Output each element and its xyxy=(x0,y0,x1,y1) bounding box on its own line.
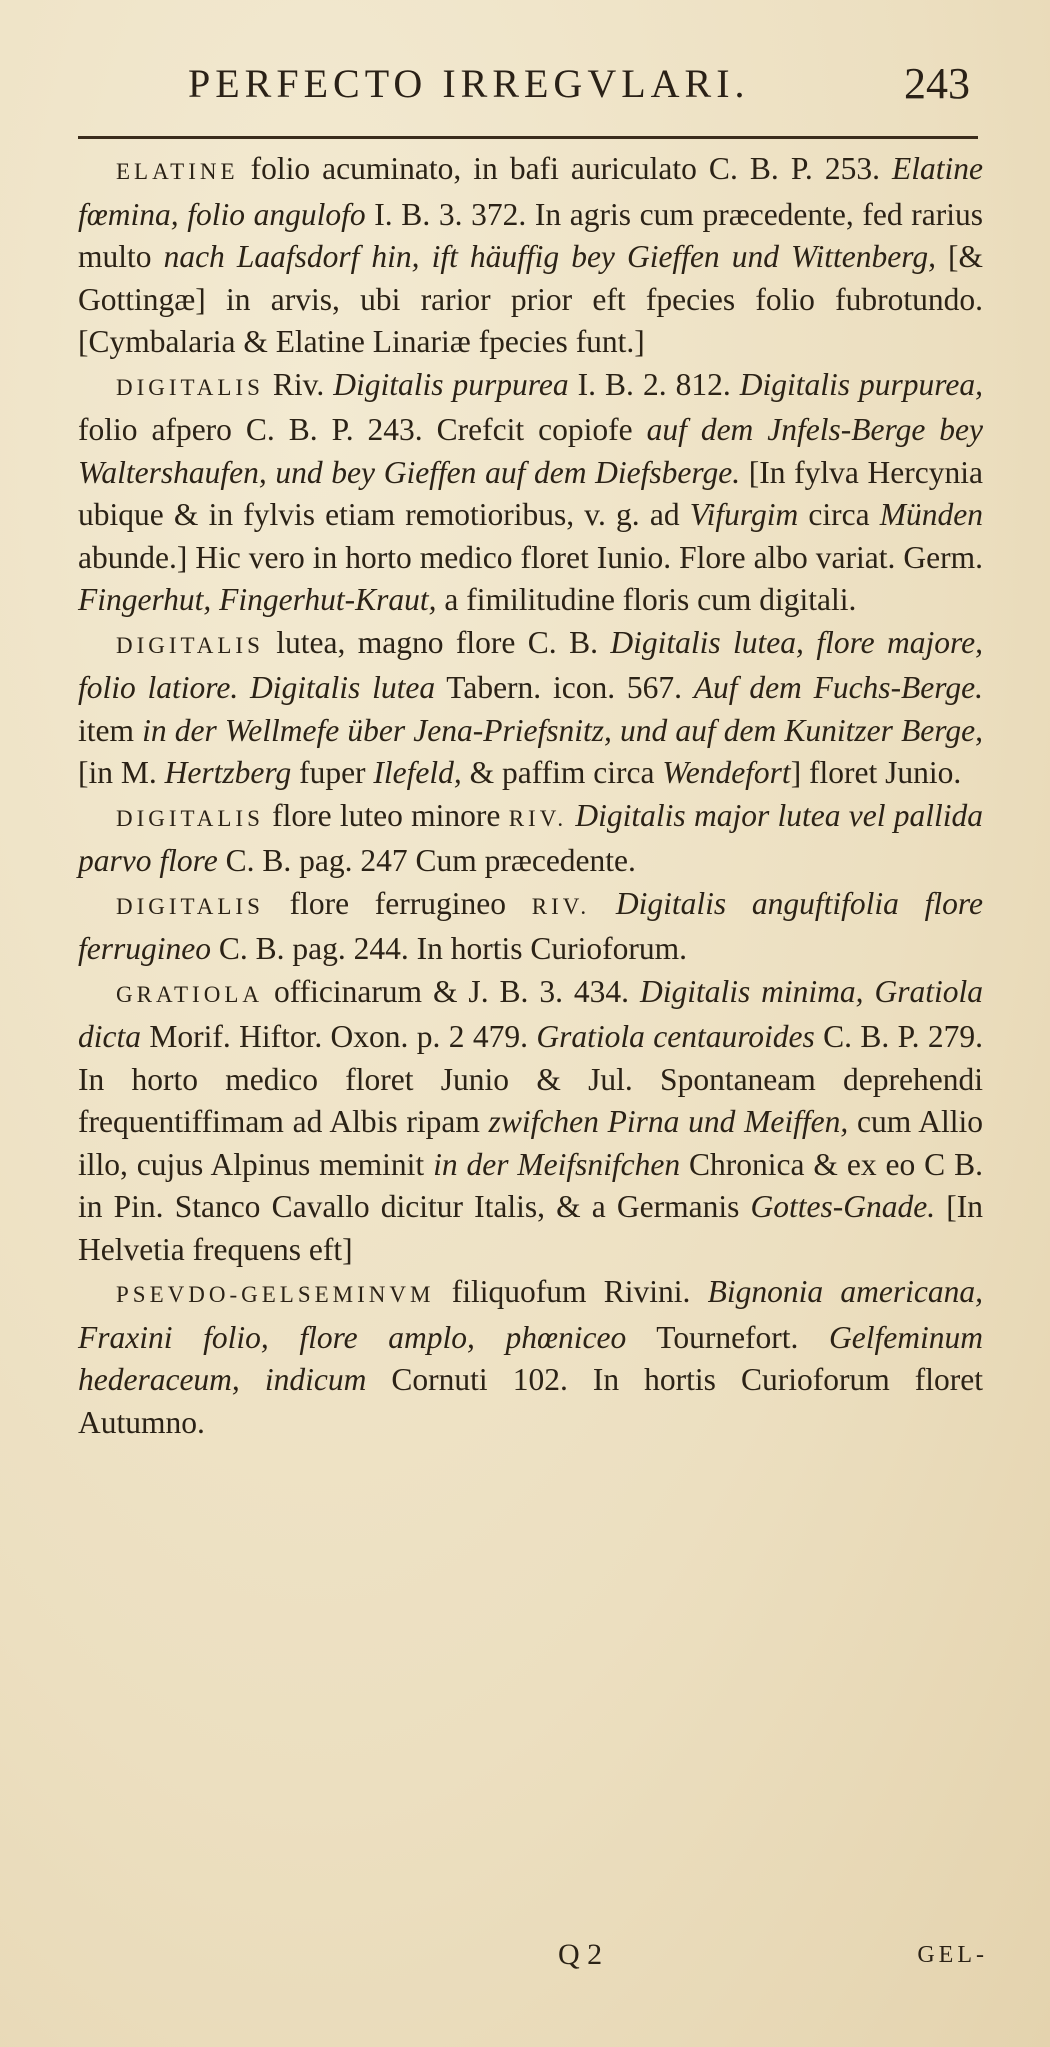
italic-text: Auf dem Fuchs-Berge. xyxy=(693,670,983,705)
roman-text: flore luteo minore xyxy=(263,797,509,833)
entry-lemma: PSEVDO-GELSEMINVM xyxy=(116,1282,435,1307)
entry-lemma: DIGITALIS xyxy=(116,805,264,831)
roman-text: [In fylva Hercynia ubique & in fylvis etiam remotioribus, v. g. ad xyxy=(78,454,983,532)
italic-text: nach Laafsdorf hin, ift häuffig bey Gieffen und Wittenberg, xyxy=(163,239,936,274)
roman-text: circa xyxy=(798,497,880,532)
roman-text: Tabern. icon. 567. xyxy=(435,670,694,705)
italic-text: in der Wellmefe über Jena-Priefsnitz, und auf dem Kunitzer Berge, xyxy=(142,712,983,748)
italic-text: Digitalis purpurea, xyxy=(739,366,983,402)
italic-text: Gratiola centauroides xyxy=(536,1019,815,1054)
roman-text: flore ferrugineo xyxy=(263,885,532,921)
entry-paragraph xyxy=(78,795,983,883)
page-number: 243 xyxy=(904,59,970,108)
roman-text: Chronica & ex eo C B. in Pin. Stanco Cavallo dicitur Italis, & a Germanis xyxy=(78,1146,983,1224)
entry-lemma: DIGITALIS xyxy=(116,374,264,400)
roman-text: folio acuminato, in bafi auriculato C. B. P. 253. xyxy=(238,151,893,186)
body-text xyxy=(78,148,983,1444)
book-page xyxy=(78,58,988,1971)
roman-text: fuper xyxy=(291,755,374,790)
signature-mark: Q 2 xyxy=(558,1938,603,1971)
roman-text: Riv. xyxy=(263,366,334,402)
italic-text: Vifurgim xyxy=(689,497,799,532)
roman-text: Morif. Hiftor. Oxon. p. 2 479. xyxy=(141,1019,537,1054)
roman-text: a fimilitudine floris cum digitali. xyxy=(436,582,857,617)
roman-text: Cornuti 102. In hortis Curioforum floret Autumno. xyxy=(78,1362,983,1440)
roman-text: lutea, magno flore C. B. xyxy=(263,624,611,660)
italic-text: Digitalis anguftifolia flore ferrugineo xyxy=(78,885,983,966)
entry-lemma: DIGITALIS xyxy=(116,632,264,658)
roman-text: item xyxy=(78,712,143,748)
italic-text: Münden xyxy=(879,497,984,532)
italic-text: Digitalis major lutea vel pallida parvo flore xyxy=(78,797,984,878)
roman-text: abunde.] Hic vero in horto medico floret Iunio. Flore albo variat. Germ. xyxy=(78,539,983,575)
entry-paragraph xyxy=(78,883,983,971)
roman-text: [in M. xyxy=(78,755,165,790)
page-footer xyxy=(78,1938,988,1988)
italic-text: zwifchen Pirna und Meiffen, xyxy=(488,1104,849,1139)
italic-text: Digitalis purpurea xyxy=(333,366,569,402)
roman-text: RIV. xyxy=(531,893,591,919)
italic-text: Hertzberg xyxy=(164,755,292,790)
roman-text: officinarum & J. B. 3. 434. xyxy=(263,973,640,1009)
italic-text: in der Meifsnifchen xyxy=(433,1146,681,1182)
roman-text: filiquofum Rivini. xyxy=(434,1274,708,1309)
roman-text xyxy=(590,886,616,921)
entry-lemma: ELATINE xyxy=(116,159,239,184)
entry-paragraph xyxy=(78,1271,983,1444)
italic-text: auf dem Jnfels-Berge bey Waltershaufen, und bey Gieffen auf dem Diefsberge. xyxy=(78,412,983,490)
roman-text: cum Allio illo, cujus Alpinus meminit xyxy=(78,1104,984,1182)
italic-text: Gottes-Gnade. xyxy=(750,1189,936,1224)
entry-lemma: GRATIOLA xyxy=(116,981,263,1007)
page-header xyxy=(78,58,988,128)
roman-text: I. B. 2. 812. xyxy=(568,366,740,402)
italic-text: Wendefort xyxy=(662,755,791,790)
running-title: PERFECTO IRREGVLARI. xyxy=(188,61,750,106)
entry-paragraph xyxy=(78,148,983,364)
italic-text: Fingerhut, Fingerhut-Kraut, xyxy=(78,582,437,617)
italic-text: Gelfeminum hederaceum, indicum xyxy=(78,1319,983,1397)
roman-text: C. B. P. 279. In horto medico floret Junio & Jul. Spontaneam deprehendi frequentiffimam ad Albis ripam xyxy=(78,1019,984,1139)
roman-text: C. B. pag. 247 Cum præcedente. xyxy=(217,843,636,878)
roman-text: [In Helvetia frequens eft] xyxy=(78,1189,983,1267)
italic-text: Bignonia americana, Fraxini folio, flore amplo, phœniceo xyxy=(78,1274,983,1355)
entry-lemma: DIGITALIS xyxy=(116,893,264,919)
entry-paragraph xyxy=(78,622,983,795)
italic-text: Digitalis lutea, flore majore, folio latiore. Digitalis lutea xyxy=(78,624,983,705)
entry-paragraph xyxy=(78,364,983,622)
roman-text: folio afpero C. B. P. 243. Crefcit copiofe xyxy=(78,412,647,447)
roman-text: C. B. pag. 244. In hortis Curioforum. xyxy=(210,931,687,966)
header-rule xyxy=(78,136,978,139)
entry-paragraph xyxy=(78,971,983,1272)
roman-text: ] floret Junio. xyxy=(790,755,962,790)
roman-text: RIV. xyxy=(508,805,568,831)
italic-text: Digitalis minima, Gratiola dicta xyxy=(78,973,983,1054)
catchword: GEL- xyxy=(917,1942,988,1968)
roman-text: [& Gottingæ] in arvis, ubi rarior prior eft fpecies folio fubrotundo. [Cymbalaria & Elatine Linariæ fpecies funt.] xyxy=(78,239,983,359)
roman-text: & paffim circa xyxy=(461,755,663,790)
roman-text: Tournefort. xyxy=(626,1319,830,1355)
italic-text: Ilefeld, xyxy=(373,755,462,790)
roman-text: I. B. 3. 372. In agris cum præcedente, fed rarius multo xyxy=(78,196,983,274)
italic-text: Elatine fœmina, folio angulofo xyxy=(78,151,983,232)
